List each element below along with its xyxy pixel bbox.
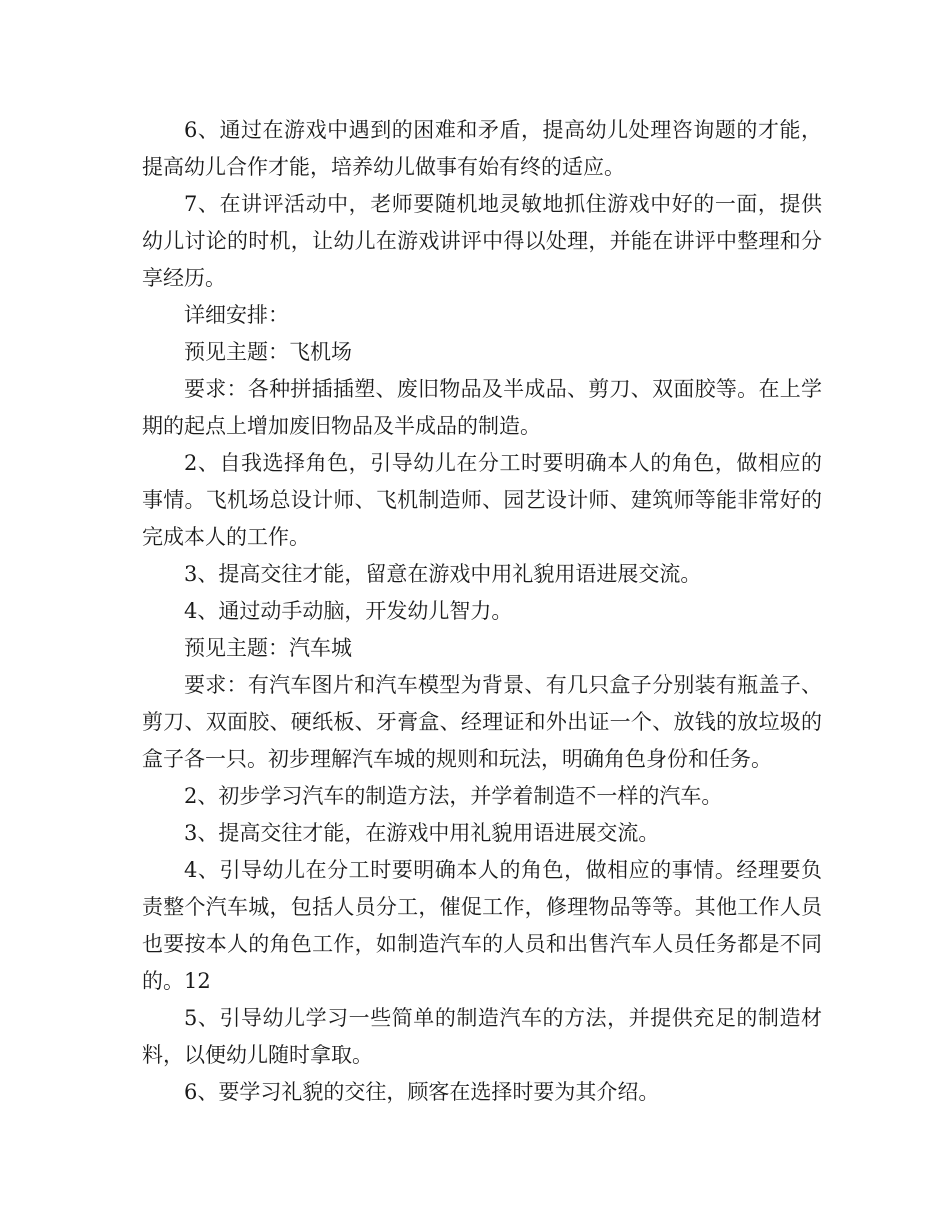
paragraph-car-city-item-4: 4、引导幼儿在分工时要明确本人的角色，做相应的事情。经理要负责整个汽车城，包括人员分工，催促工作，修理物品等等。其他工作人员也要按本人的角色工作，如制造汽车的人员和出售汽车人员任务都是不同的。12 (142, 858, 822, 993)
document-body (142, 112, 822, 1111)
paragraph-car-city-item-2: 2、初步学习汽车的制造方法，并学着制造不一样的汽车。 (184, 784, 723, 808)
paragraph-car-city-item-3: 3、提高交往才能，在游戏中用礼貌用语进展交流。 (184, 821, 660, 845)
paragraph-airport-requirements: 要求：各种拼插插塑、废旧物品及半成品、剪刀、双面胶等。在上学期的起点上增加废旧物品及半成品的制造。 (142, 377, 822, 438)
paragraph-airport-item-2: 2、自我选择角色，引导幼儿在分工时要明确本人的角色，做相应的事情。飞机场总设计师、飞机制造师、园艺设计师、建筑师等能非常好的完成本人的工作。 (142, 451, 822, 549)
paragraph-goal-6: 6、通过在游戏中遇到的困难和矛盾，提高幼儿处理咨询题的才能，提高幼儿合作才能，培养幼儿做事有始有终的适应。 (142, 118, 822, 179)
paragraph-car-city-item-5: 5、引导幼儿学习一些简单的制造汽车的方法，并提供充足的制造材料，以便幼儿随时拿取。 (142, 1006, 822, 1067)
paragraph-detailed-plan: 详细安排： (184, 303, 289, 327)
paragraph-airport-item-3: 3、提高交往才能，留意在游戏中用礼貌用语进展交流。 (184, 562, 702, 586)
paragraph-airport-item-4: 4、通过动手动脑，开发幼儿智力。 (184, 599, 513, 623)
paragraph-car-city-requirements: 要求：有汽车图片和汽车模型为背景、有几只盒子分别装有瓶盖子、剪刀、双面胶、硬纸板、牙膏盒、经理证和外出证一个、放钱的放垃圾的盒子各一只。初步理解汽车城的规则和玩法，明确角色身份和任务。 (142, 673, 822, 771)
paragraph-theme-airport: 预见主题：飞机场 (184, 340, 352, 364)
paragraph-car-city-item-6: 6、要学习礼貌的交往，顾客在选择时要为其介绍。 (184, 1080, 660, 1104)
paragraph-theme-car-city: 预见主题：汽车城 (184, 636, 352, 660)
paragraph-goal-7: 7、在讲评活动中，老师要随机地灵敏地抓住游戏中好的一面，提供幼儿讨论的时机，让幼儿在游戏讲评中得以处理，并能在讲评中整理和分享经历。 (142, 192, 822, 290)
